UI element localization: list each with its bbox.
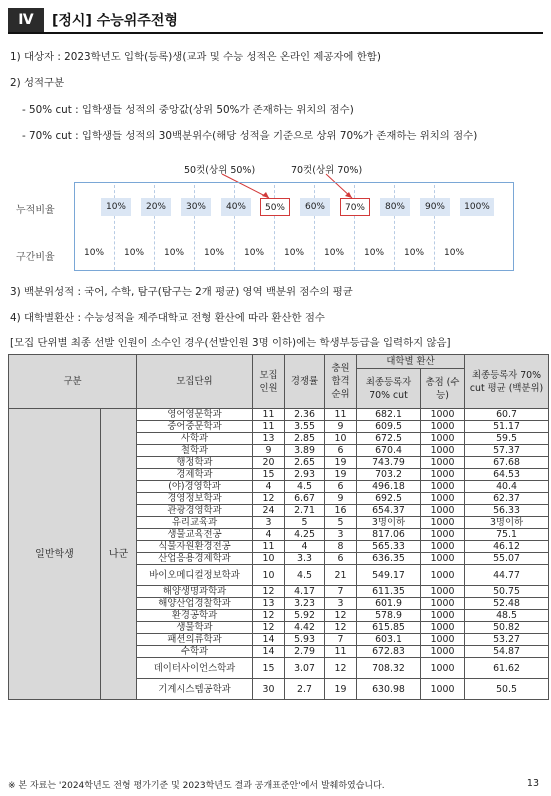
cell-total: 1000 [421,679,465,700]
cell-total: 1000 [421,646,465,658]
cell-unit: 중어중문학과 [137,421,253,433]
cell-quota: 10 [253,565,285,586]
cell-unit: 영어영문학과 [137,409,253,421]
cell-score: 603.1 [357,634,421,646]
cell-unit: (야)경영학과 [137,481,253,493]
cell-quota: 15 [253,469,285,481]
cell-rank: 8 [325,541,357,553]
cumulative-box: 20% [141,198,171,216]
cell-total: 1000 [421,433,465,445]
cell-ratio: 3.23 [285,598,325,610]
cell-percentile: 54.87 [465,646,549,658]
cell-score: 682.1 [357,409,421,421]
intro-line-50cut: - 50% cut : 입학생들 성적의 중앙값(상위 50%가 존재하는 위치의 점수) [22,104,354,116]
cell-rank: 11 [325,646,357,658]
page-number: 13 [526,778,539,789]
cell-total: 1000 [421,493,465,505]
cell-ratio: 2.36 [285,409,325,421]
cell-unit: 유리교육과 [137,517,253,529]
cell-percentile: 60.7 [465,409,549,421]
cell-quota: 12 [253,493,285,505]
cumulative-box: 100% [460,198,494,216]
cell-total: 1000 [421,553,465,565]
cell-percentile: 44.77 [465,565,549,586]
section-number-badge: Ⅳ [8,8,44,32]
cell-quota: 12 [253,622,285,634]
cell-ratio: 2.93 [285,469,325,481]
interval-value: 10% [444,248,465,258]
cell-total: 1000 [421,481,465,493]
cumulative-box: 30% [181,198,211,216]
cell-ratio: 3.55 [285,421,325,433]
cell-score: 654.37 [357,505,421,517]
cell-unit: 생물교육전공 [137,529,253,541]
cell-percentile: 53.27 [465,634,549,646]
cell-percentile: 3명이하 [465,517,549,529]
cell-unit: 바이오메디컬정보학과 [137,565,253,586]
cell-quota: 4 [253,481,285,493]
cell-unit: 사학과 [137,433,253,445]
interval-value: 10% [284,248,305,258]
header-conversion-score: 최종등록자 70% cut [357,369,421,409]
cell-ratio: 3.89 [285,445,325,457]
cell-unit: 철학과 [137,445,253,457]
annotation-70cut: 70컷(상위 70%) [291,165,363,176]
cell-rank: 3 [325,598,357,610]
cell-score: 549.17 [357,565,421,586]
cell-ratio: 2.85 [285,433,325,445]
cell-unit: 패션의류학과 [137,634,253,646]
section-title: [정시] 수능위주전형 [52,13,178,29]
cell-ratio: 4.5 [285,481,325,493]
cell-percentile: 46.12 [465,541,549,553]
cell-percentile: 50.82 [465,622,549,634]
row-label-interval: 구간비율 [16,252,55,263]
cell-total: 1000 [421,658,465,679]
annotation-50cut: 50컷(상위 50%) [184,165,256,176]
cell-quota: 20 [253,457,285,469]
cell-score: 3명이하 [357,517,421,529]
cell-percentile: 52.48 [465,598,549,610]
header-conversion-total: 총점 (수능) [421,369,465,409]
interval-value: 10% [84,248,105,258]
cell-percentile: 56.33 [465,505,549,517]
cell-unit: 데이터사이언스학과 [137,658,253,679]
cumulative-box-highlight-70: 70% [340,198,370,216]
cell-rank: 12 [325,610,357,622]
cell-ratio: 2.65 [285,457,325,469]
cell-unit: 해양산업경찰학과 [137,598,253,610]
cell-score: 565.33 [357,541,421,553]
cell-percentile: 40.4 [465,481,549,493]
cell-ratio: 4.17 [285,586,325,598]
cell-unit: 식물자원환경전공 [137,541,253,553]
cell-total: 1000 [421,445,465,457]
cell-percentile: 61.62 [465,658,549,679]
cell-percentile: 59.5 [465,433,549,445]
cell-percentile: 75.1 [465,529,549,541]
cell-quota: 4 [253,529,285,541]
footnote: ※ 본 자료는 '2024학년도 전형 평가기준 및 2023학년도 결과 공개표준안'에서 발췌하였습니다. [8,781,385,791]
cell-rank: 11 [325,409,357,421]
cell-percentile: 50.75 [465,586,549,598]
interval-value: 10% [164,248,185,258]
cumulative-box: 90% [420,198,450,216]
interval-value: 10% [324,248,345,258]
cell-score: 692.5 [357,493,421,505]
cell-quota: 14 [253,646,285,658]
row-label-cumulative: 누적비율 [16,205,55,216]
note-conversion: 4) 대학별환산 : 수능성적을 제주대학교 전형 환산에 따라 환산한 점수 [10,312,325,324]
cell-unit: 환경공학과 [137,610,253,622]
cell-ratio: 2.71 [285,505,325,517]
cell-score: 672.5 [357,433,421,445]
cell-rank: 19 [325,457,357,469]
header-conversion-group: 대학별 환산 [357,355,465,369]
cell-score: 672.83 [357,646,421,658]
interval-value: 10% [124,248,145,258]
cell-score: 630.98 [357,679,421,700]
cell-score: 708.32 [357,658,421,679]
cell-percentile: 55.07 [465,553,549,565]
note-small-quota: [모집 단위별 최종 선발 인원이 소수인 경우(선발인원 3명 이하)에는 학생부등급을 입력하지 않음] [10,337,451,349]
cell-rank: 5 [325,517,357,529]
cell-total: 1000 [421,586,465,598]
cell-quota: 11 [253,541,285,553]
cell-quota: 30 [253,679,285,700]
cumulative-box: 80% [380,198,410,216]
table-row [9,409,549,421]
cell-total: 1000 [421,598,465,610]
cell-ratio: 5 [285,517,325,529]
cell-percentile: 50.5 [465,679,549,700]
header-category: 구분 [9,355,137,409]
cell-score: 636.35 [357,553,421,565]
cell-total: 1000 [421,529,465,541]
cell-rank: 7 [325,634,357,646]
admission-results-table [8,354,549,700]
cell-total: 1000 [421,565,465,586]
cell-unit: 해양생명과학과 [137,586,253,598]
cumulative-box: 40% [221,198,251,216]
cell-quota: 9 [253,445,285,457]
cell-rank: 19 [325,679,357,700]
header-rank: 충원 합격 순위 [325,355,357,409]
cell-percentile: 57.37 [465,445,549,457]
cell-unit: 생물학과 [137,622,253,634]
cell-rank: 7 [325,586,357,598]
cell-percentile: 67.68 [465,457,549,469]
cell-ratio: 4.5 [285,565,325,586]
cell-total: 1000 [421,622,465,634]
cell-quota: 10 [253,553,285,565]
cumulative-box-highlight-50: 50% [260,198,290,216]
cell-rank: 10 [325,433,357,445]
cell-unit: 경영정보학과 [137,493,253,505]
cell-quota: 11 [253,409,285,421]
group-admission-type: 일반학생 [9,409,101,700]
cell-ratio: 3.07 [285,658,325,679]
cell-score: 670.4 [357,445,421,457]
percentile-diagram [8,162,543,274]
cell-score: 743.79 [357,457,421,469]
table-body [9,409,549,700]
cell-total: 1000 [421,505,465,517]
cell-quota: 12 [253,586,285,598]
interval-value: 10% [364,248,385,258]
cell-score: 817.06 [357,529,421,541]
cell-score: 496.18 [357,481,421,493]
cell-score: 703.2 [357,469,421,481]
header-ratio: 경쟁률 [285,355,325,409]
interval-value: 10% [204,248,225,258]
intro-line-70cut: - 70% cut : 입학생들 성적의 30백분위수(해당 성적을 기준으로 상위 70%가 존재하는 위치의 점수) [22,130,478,142]
header-percentile: 최종등록자 70% cut 평균 (백분위) [465,355,549,409]
section-header [8,8,543,34]
cell-quota: 15 [253,658,285,679]
cell-unit: 경제학과 [137,469,253,481]
cell-rank: 12 [325,658,357,679]
cell-unit: 관광경영학과 [137,505,253,517]
cell-ratio: 4.42 [285,622,325,634]
cell-total: 1000 [421,517,465,529]
cell-quota: 11 [253,421,285,433]
cell-total: 1000 [421,409,465,421]
cell-ratio: 2.79 [285,646,325,658]
cell-unit: 기계시스템공학과 [137,679,253,700]
interval-value: 10% [244,248,265,258]
cell-score: 609.5 [357,421,421,433]
cell-total: 1000 [421,610,465,622]
cell-score: 578.9 [357,610,421,622]
intro-line-score-types: 2) 성적구분 [10,77,65,89]
cell-rank: 6 [325,553,357,565]
cell-ratio: 4.25 [285,529,325,541]
group-recruit-group: 나군 [101,409,137,700]
cell-rank: 6 [325,445,357,457]
cell-ratio: 3.3 [285,553,325,565]
cell-unit: 행정학과 [137,457,253,469]
cell-unit: 산업응용경제학과 [137,553,253,565]
cell-rank: 9 [325,421,357,433]
cell-rank: 19 [325,469,357,481]
cumulative-box: 10% [101,198,131,216]
cell-total: 1000 [421,541,465,553]
cell-total: 1000 [421,469,465,481]
cell-ratio: 6.67 [285,493,325,505]
cell-quota: 13 [253,598,285,610]
cell-rank: 21 [325,565,357,586]
cell-percentile: 64.53 [465,469,549,481]
cell-score: 615.85 [357,622,421,634]
cell-total: 1000 [421,457,465,469]
cell-quota: 13 [253,433,285,445]
header-quota: 모집 인원 [253,355,285,409]
cell-unit: 수학과 [137,646,253,658]
note-percentile: 3) 백분위성적 : 국어, 수학, 탐구(탐구는 2개 평균) 영역 백분위 점수의 평균 [10,286,353,298]
interval-value: 10% [404,248,425,258]
cell-rank: 16 [325,505,357,517]
cell-score: 611.35 [357,586,421,598]
header-unit: 모집단위 [137,355,253,409]
cell-ratio: 5.92 [285,610,325,622]
cell-percentile: 62.37 [465,493,549,505]
cell-ratio: 2.7 [285,679,325,700]
cell-score: 601.9 [357,598,421,610]
cell-rank: 12 [325,622,357,634]
intro-line-target: 1) 대상자 : 2023학년도 입학(등록)생(교과 및 수능 성적은 온라인 제공자에 한함) [10,51,381,63]
cell-total: 1000 [421,421,465,433]
cell-total: 1000 [421,634,465,646]
cell-quota: 3 [253,517,285,529]
cell-quota: 12 [253,610,285,622]
cell-quota: 24 [253,505,285,517]
cell-rank: 6 [325,481,357,493]
cumulative-box: 60% [300,198,330,216]
cell-rank: 3 [325,529,357,541]
cell-quota: 14 [253,634,285,646]
cell-rank: 9 [325,493,357,505]
cell-ratio: 4 [285,541,325,553]
cell-percentile: 51.17 [465,421,549,433]
cell-ratio: 5.93 [285,634,325,646]
cell-percentile: 48.5 [465,610,549,622]
